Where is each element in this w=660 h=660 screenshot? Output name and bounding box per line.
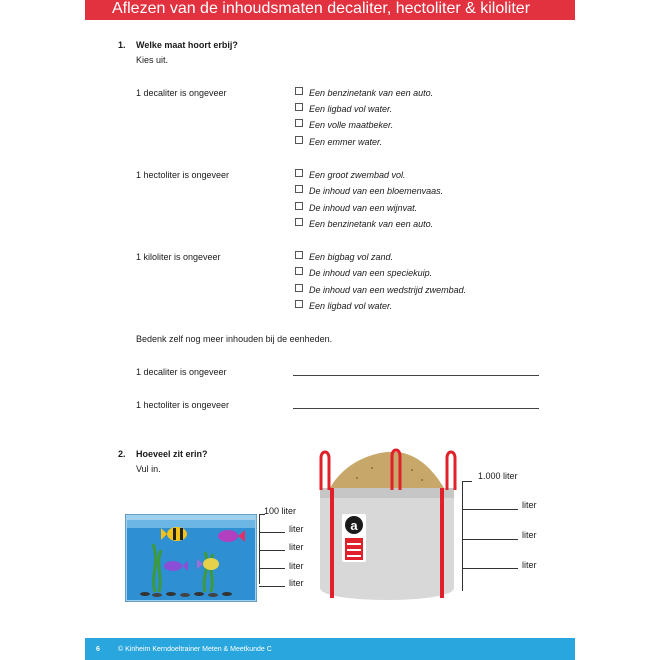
aquarium-scale <box>259 514 260 584</box>
answer-blank[interactable] <box>259 550 285 551</box>
unit-label: liter <box>522 500 537 510</box>
q1-number: 1. <box>118 40 126 50</box>
answer-line[interactable] <box>293 375 539 376</box>
q2-number: 2. <box>118 449 126 459</box>
unit-label: liter <box>289 542 304 552</box>
checkbox[interactable] <box>295 202 303 210</box>
option-label: Een ligbad vol water. <box>309 301 393 311</box>
option-label: Een bigbag vol zand. <box>309 252 394 262</box>
q2-title: Hoeveel zit erin? <box>136 449 208 459</box>
option-label: De inhoud van een bloemenvaas. <box>309 186 444 196</box>
checkbox[interactable] <box>295 169 303 177</box>
page-title: Aflezen van de inhoudsmaten decaliter, hectoliter & kiloliter <box>112 0 531 17</box>
fill-label-decaliter: 1 decaliter is ongeveer <box>136 367 227 377</box>
bigbag-scale <box>462 481 463 591</box>
checkbox[interactable] <box>295 185 303 193</box>
unit-label: liter <box>289 578 304 588</box>
checkbox[interactable] <box>295 218 303 226</box>
unit-label: liter <box>289 561 304 571</box>
bigbag-illustration <box>312 448 462 608</box>
checkbox[interactable] <box>295 136 303 144</box>
unit-label: liter <box>522 560 537 570</box>
checkbox[interactable] <box>295 300 303 308</box>
option-label: De inhoud van een wedstrijd zwembad. <box>309 285 467 295</box>
option-label: Een groot zwembad vol. <box>309 170 406 180</box>
checkbox[interactable] <box>295 103 303 111</box>
option-label: Een volle maatbeker. <box>309 120 394 130</box>
footer-copyright: © Kinheim Kerndoeltrainer Meten & Meetkunde C <box>118 646 272 653</box>
answer-blank[interactable] <box>462 568 518 569</box>
group-label-kiloliter: 1 kiloliter is ongeveer <box>136 252 221 262</box>
answer-blank[interactable] <box>259 586 285 587</box>
fill-label-hectoliter: 1 hectoliter is ongeveer <box>136 400 230 410</box>
checkbox[interactable] <box>295 119 303 127</box>
scale-tick <box>462 481 472 482</box>
option-label: Een benzinetank van een auto. <box>309 219 434 229</box>
page-number: 6 <box>96 646 100 653</box>
aquarium-illustration <box>125 514 257 602</box>
option-label: De inhoud van een speciekuip. <box>309 268 433 278</box>
checkbox[interactable] <box>295 251 303 259</box>
aquarium-top-label: 100 liter <box>264 506 297 516</box>
answer-blank[interactable] <box>462 539 518 540</box>
checkbox[interactable] <box>295 87 303 95</box>
option-label: De inhoud van een wijnvat. <box>309 203 418 213</box>
checkbox[interactable] <box>295 267 303 275</box>
q1-instruction: Kies uit. <box>136 55 169 65</box>
answer-blank[interactable] <box>259 532 285 533</box>
group-label-hectoliter: 1 hectoliter is ongeveer <box>136 170 230 180</box>
option-label: Een benzinetank van een auto. <box>309 88 434 98</box>
unit-label: liter <box>289 524 304 534</box>
extra-instruction: Bedenk zelf nog meer inhouden bij de eenheden. <box>136 334 333 344</box>
answer-blank[interactable] <box>259 568 285 569</box>
bigbag-top-label: 1.000 liter <box>478 471 518 481</box>
group-label-decaliter: 1 decaliter is ongeveer <box>136 88 227 98</box>
answer-blank[interactable] <box>462 509 518 510</box>
option-label: Een ligbad vol water. <box>309 104 393 114</box>
q1-title: Welke maat hoort erbij? <box>136 40 238 50</box>
svg-text:a: a <box>350 518 358 533</box>
q2-instruction: Vul in. <box>136 464 161 474</box>
unit-label: liter <box>522 530 537 540</box>
answer-line[interactable] <box>293 408 539 409</box>
option-label: Een emmer water. <box>309 137 383 147</box>
checkbox[interactable] <box>295 284 303 292</box>
